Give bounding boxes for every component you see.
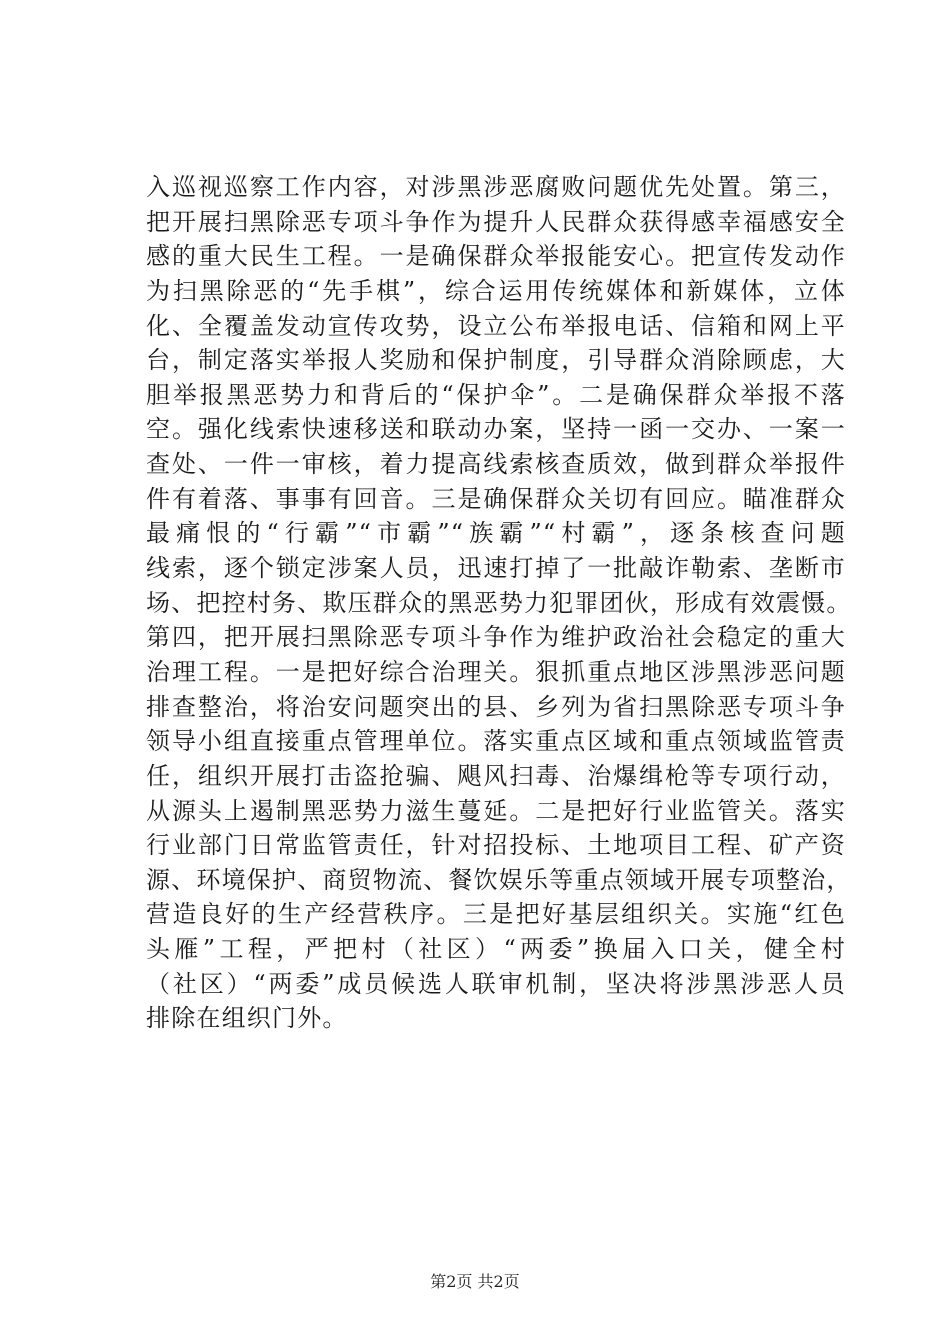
text-line: 治理工程。一是把好综合治理关。狠抓重点地区涉黑涉恶问题 <box>146 657 846 686</box>
text-line: 感的重大民生工程。一是确保群众举报能安心。把宣传发动作 <box>146 242 846 271</box>
page-footer: 第2页 共2页 <box>430 1272 520 1291</box>
text-line: 为扫黑除恶的“先手棋”，综合运用传统媒体和新媒体，立体 <box>146 276 846 305</box>
text-line: 把开展扫黑除恶专项斗争作为提升人民群众获得感幸福感安全 <box>146 207 846 236</box>
text-line: 查处、一件一审核，着力提高线索核查质效，做到群众举报件 <box>146 450 846 479</box>
text-line: 排查整治，将治安问题突出的县、乡列为省扫黑除恶专项斗争 <box>146 692 846 721</box>
text-line: 胆举报黑恶势力和背后的“保护伞”。二是确保群众举报不落 <box>146 380 846 409</box>
text-line: 营造良好的生产经营秩序。三是把好基层组织关。实施“红色 <box>146 900 846 929</box>
text-line: 行业部门日常监管责任，针对招投标、土地项目工程、矿产资 <box>146 831 846 860</box>
text-line: 入巡视巡察工作内容，对涉黑涉恶腐败问题优先处置。第三， <box>146 173 846 201</box>
text-line: 头雁”工程，严把村（社区）“两委”换届入口关，健全村 <box>146 935 846 964</box>
text-line: 第四，把开展扫黑除恶专项斗争作为维护政治社会稳定的重大 <box>146 623 846 652</box>
text-line: （社区）“两委”成员候选人联审机制，坚决将涉黑涉恶人员 <box>146 969 846 998</box>
text-line: 源、环境保护、商贸物流、餐饮娱乐等重点领域开展专项整治， <box>146 865 852 894</box>
text-line: 最痛恨的“行霸”“市霸”“族霸”“村霸”，逐条核查问题 <box>146 519 846 548</box>
text-line: 化、全覆盖发动宣传攻势，设立公布举报电话、信箱和网上平 <box>146 311 846 340</box>
text-line: 台，制定落实举报人奖励和保护制度，引导群众消除顾虑，大 <box>146 346 846 375</box>
body-text <box>146 170 852 1036</box>
text-line: 件有着落、事事有回音。三是确保群众关切有回应。瞄准群众 <box>146 484 846 513</box>
text-line: 线索，逐个锁定涉案人员，迅速打掉了一批敲诈勒索、垄断市 <box>146 554 846 583</box>
text-line: 从源头上遏制黑恶势力滋生蔓延。二是把好行业监管关。落实 <box>146 796 846 825</box>
text-line: 排除在组织门外。 <box>146 1004 348 1033</box>
text-line: 领导小组直接重点管理单位。落实重点区域和重点领域监管责 <box>146 727 846 756</box>
text-line: 场、把控村务、欺压群众的黑恶势力犯罪团伙，形成有效震慑。 <box>146 588 852 617</box>
text-line: 任，组织开展打击盗抢骗、飓风扫毒、治爆缉枪等专项行动， <box>146 761 846 790</box>
text-line: 空。强化线索快速移送和联动办案，坚持一函一交办、一案一 <box>146 415 846 444</box>
